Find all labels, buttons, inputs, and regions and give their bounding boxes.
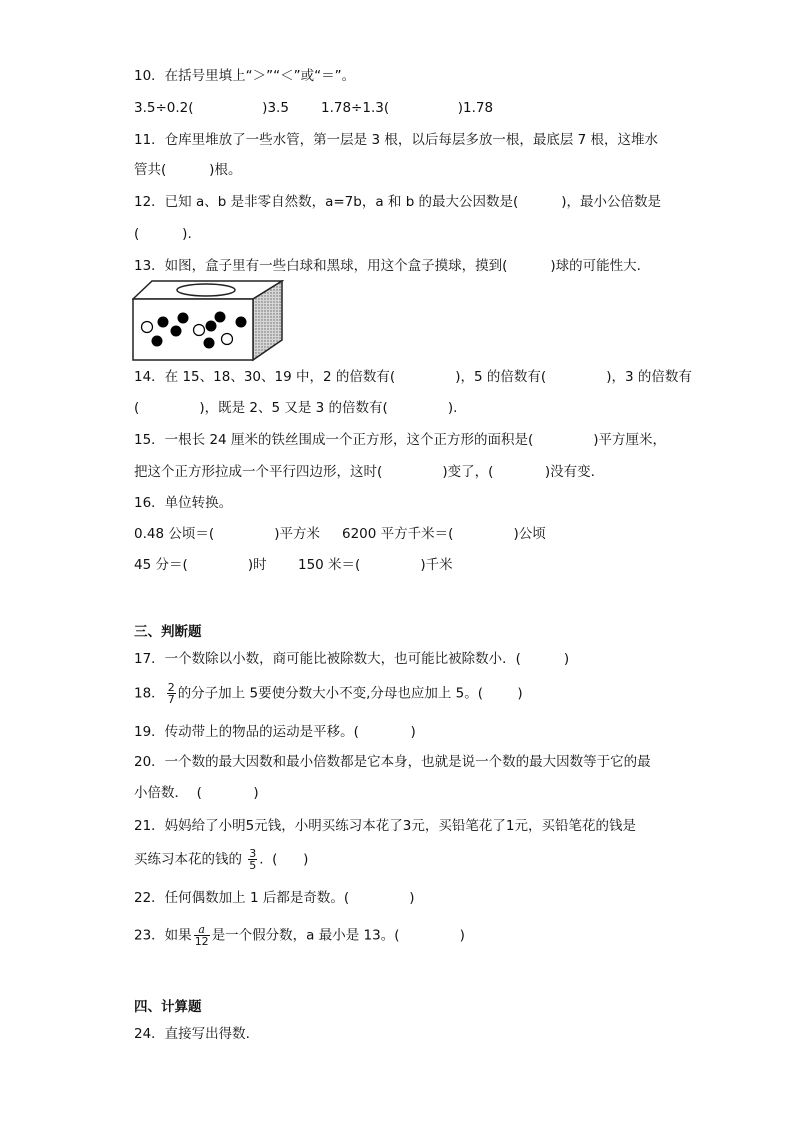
q17-line1: 17．一个数除以小数，商可能比被除数大，也可能比被除数小．( ) bbox=[134, 651, 570, 667]
q23-fraction-numerator: a bbox=[194, 924, 210, 936]
q16-item-c: 45 分＝( )时 bbox=[134, 557, 267, 573]
q10-stem: 10．在括号里填上“＞”“＜”或“＝”。 bbox=[134, 68, 356, 84]
white-ball bbox=[222, 334, 233, 345]
black-ball bbox=[206, 321, 217, 332]
q23-suffix: 是一个假分数，a 最小是 13。( ) bbox=[211, 927, 465, 944]
q23-line bbox=[134, 924, 465, 947]
q16-item-d: 150 米＝( )千米 bbox=[298, 557, 453, 573]
q21-line2-prefix: 买练习本花的钱的 bbox=[134, 851, 247, 868]
black-ball bbox=[171, 326, 182, 337]
black-ball bbox=[236, 317, 247, 328]
q24-line1: 24．直接写出得数. bbox=[134, 1026, 250, 1042]
box-opening bbox=[177, 284, 235, 296]
q21-line1: 21．妈妈给了小明5元钱，小明买练习本花了3元，买铅笔花了1元，买铅笔花的钱是 bbox=[134, 818, 636, 834]
black-ball bbox=[215, 312, 226, 323]
q18-fraction-denominator: 7 bbox=[167, 693, 175, 706]
q16-item-b: 6200 平方千米＝( )公顷 bbox=[342, 526, 546, 542]
ball-box-figure bbox=[132, 280, 284, 362]
white-ball bbox=[142, 322, 153, 333]
q16-stem: 16．单位转换。 bbox=[134, 495, 233, 511]
q20-line2: 小倍数． ( ) bbox=[134, 785, 259, 801]
q21-fraction-numerator: 3 bbox=[249, 847, 257, 860]
q10-item-b: 1.78÷1.3( )1.78 bbox=[321, 100, 494, 116]
q18-fraction bbox=[167, 682, 176, 705]
q18-prefix: 18． bbox=[134, 685, 165, 702]
q21-fraction-denominator: 5 bbox=[249, 859, 257, 872]
black-ball bbox=[152, 336, 163, 347]
q21-line2 bbox=[134, 848, 308, 871]
q22-line1: 22．任何偶数加上 1 后都是奇数。( ) bbox=[134, 890, 415, 906]
q10-item-a: 3.5÷0.2( )3.5 bbox=[134, 100, 289, 116]
black-ball bbox=[178, 313, 189, 324]
section-title-calculation: 四、计算题 bbox=[134, 999, 202, 1015]
q21-fraction bbox=[248, 848, 257, 871]
black-ball bbox=[158, 317, 169, 328]
q14-line2: ( )，既是 2、5 又是 3 的倍数有( ). bbox=[134, 400, 458, 416]
q14-line1: 14．在 15、18、30、19 中，2 的倍数有( )，5 的倍数有( )，3 的倍数有 bbox=[134, 369, 692, 385]
section-title-judgement: 三、判断题 bbox=[134, 624, 202, 640]
q13-line1: 13．如图，盒子里有一些白球和黑球，用这个盒子摸球，摸到( )球的可能性大. bbox=[134, 258, 641, 274]
q11-line2: 管共( )根。 bbox=[134, 162, 242, 178]
q18-suffix: 的分子加上 5要使分数大小不变,分母也应加上 5。( ) bbox=[177, 685, 523, 702]
q23-fraction bbox=[194, 924, 210, 947]
q12-line1: 12．已知 a、b 是非零自然数，a=7b，a 和 b 的最大公因数是( )，最小公倍数是 bbox=[134, 194, 662, 210]
q23-fraction-denominator: 12 bbox=[194, 935, 209, 948]
black-ball bbox=[204, 338, 215, 349]
q15-line1: 15．一根长 24 厘米的铁丝围成一个正方形，这个正方形的面积是( )平方厘米， bbox=[134, 432, 667, 448]
q16-item-a: 0.48 公顷＝( )平方米 bbox=[134, 526, 320, 542]
q18-fraction-numerator: 2 bbox=[167, 681, 175, 694]
q12-line2: ( ). bbox=[134, 226, 192, 242]
white-ball bbox=[194, 325, 205, 336]
q23-prefix: 23．如果 bbox=[134, 927, 192, 944]
q19-line1: 19．传动带上的物品的运动是平移。( ) bbox=[134, 724, 416, 740]
q18-line bbox=[134, 682, 523, 705]
q20-line1: 20．一个数的最大因数和最小倍数都是它本身，也就是说一个数的最大因数等于它的最 bbox=[134, 754, 651, 770]
q15-line2: 把这个正方形拉成一个平行四边形，这时( )变了，( )没有变. bbox=[134, 464, 595, 480]
q21-line2-suffix: . ( ) bbox=[259, 851, 309, 868]
q11-line1: 11．仓库里堆放了一些水管，第一层是 3 根，以后每层多放一根，最底层 7 根，这堆水 bbox=[134, 132, 659, 148]
